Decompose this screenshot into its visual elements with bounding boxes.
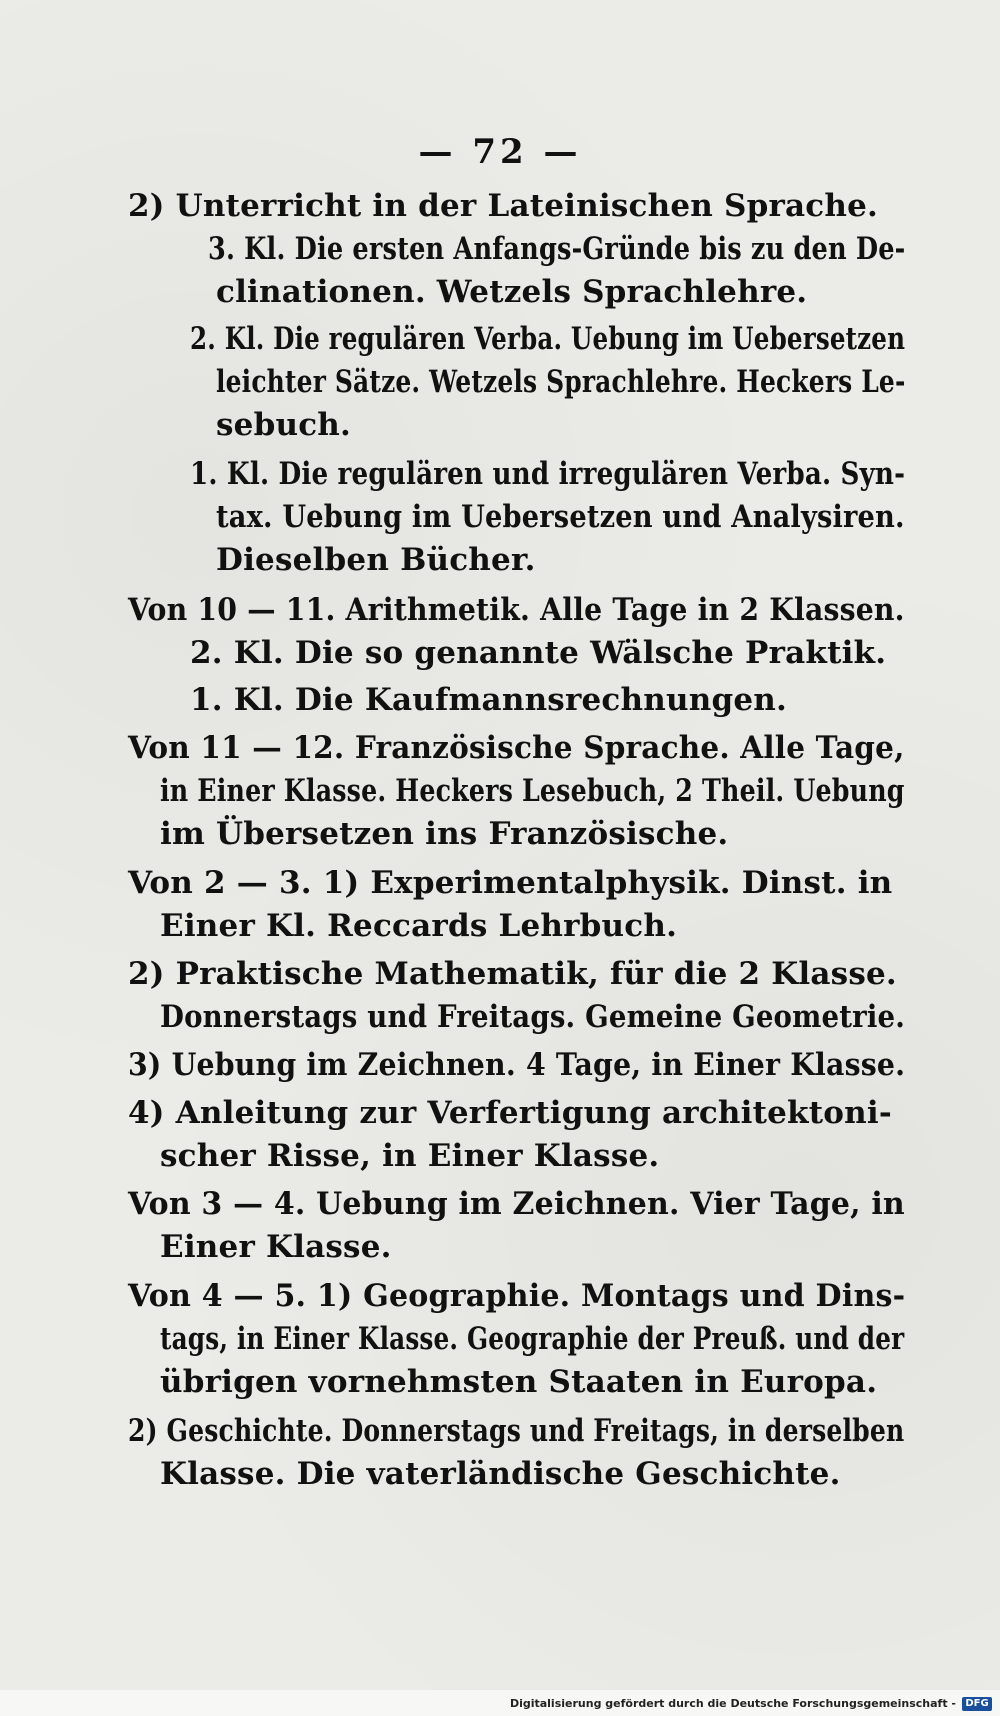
text-line: 4) Anleitung zur Verfertigung architektoni-	[128, 1095, 892, 1131]
text-line: Von 10 — 11. Arithmetik. Alle Tage in 2 Klassen.	[128, 592, 905, 628]
page-number: — 72 —	[418, 132, 582, 172]
text-line: tags, in Einer Klasse. Geographie der Preuß. und der	[160, 1321, 905, 1357]
text-line: clinationen. Wetzels Sprachlehre.	[216, 274, 808, 310]
text-line: sebuch.	[216, 407, 351, 443]
text-line: 2) Praktische Mathematik, für die 2 Klasse.	[128, 956, 897, 992]
text-line: 2) Geschichte. Donnerstags und Freitags, in derselben	[128, 1413, 905, 1449]
text-line: Von 3 — 4. Uebung im Zeichnen. Vier Tage, in	[128, 1186, 905, 1222]
text-line: Von 11 — 12. Französische Sprache. Alle Tage,	[128, 730, 905, 766]
text-line: Klasse. Die vaterländische Geschichte.	[160, 1456, 841, 1492]
text-line: 3) Uebung im Zeichnen. 4 Tage, in Einer Klasse.	[128, 1047, 906, 1083]
text-line: übrigen vornehmsten Staaten in Europa.	[160, 1364, 878, 1400]
funding-credit: Digitalisierung gefördert durch die Deutsche Forschungsgemeinschaft -	[509, 1697, 956, 1710]
text-line: scher Risse, in Einer Klasse.	[160, 1138, 660, 1174]
text-line: in Einer Klasse. Heckers Lesebuch, 2 Theil. Uebung	[160, 773, 905, 809]
text-line: im Übersetzen ins Französische.	[160, 816, 729, 852]
footer-bar	[0, 1690, 1000, 1716]
text-line: Von 4 — 5. 1) Geographie. Montags und Dins-	[128, 1278, 906, 1314]
text-line: leichter Sätze. Wetzels Sprachlehre. Heckers Le-	[216, 364, 906, 400]
text-line: Einer Klasse.	[160, 1229, 392, 1265]
text-line: Einer Kl. Reccards Lehrbuch.	[160, 908, 678, 944]
text-line: Von 2 — 3. 1) Experimentalphysik. Dinst. in	[128, 865, 893, 901]
text-line: 2. Kl. Die so genannte Wälsche Praktik.	[190, 635, 887, 671]
dfg-logo: DFG	[962, 1697, 992, 1711]
text-line: 2. Kl. Die regulären Verba. Uebung im Uebersetzen	[190, 321, 906, 357]
text-line: tax. Uebung im Uebersetzen und Analysiren.	[216, 499, 905, 535]
text-line: Dieselben Bücher.	[216, 542, 536, 578]
text-line: 3. Kl. Die ersten Anfangs-Gründe bis zu den De-	[208, 231, 906, 267]
text-line: 1. Kl. Die regulären und irregulären Verba. Syn-	[190, 456, 906, 492]
text-line: 2) Unterricht in der Lateinischen Sprache.	[128, 188, 878, 224]
text-line: Donnerstags und Freitags. Gemeine Geometrie.	[160, 999, 906, 1035]
text-line: 1. Kl. Die Kaufmannsrechnungen.	[190, 682, 787, 718]
